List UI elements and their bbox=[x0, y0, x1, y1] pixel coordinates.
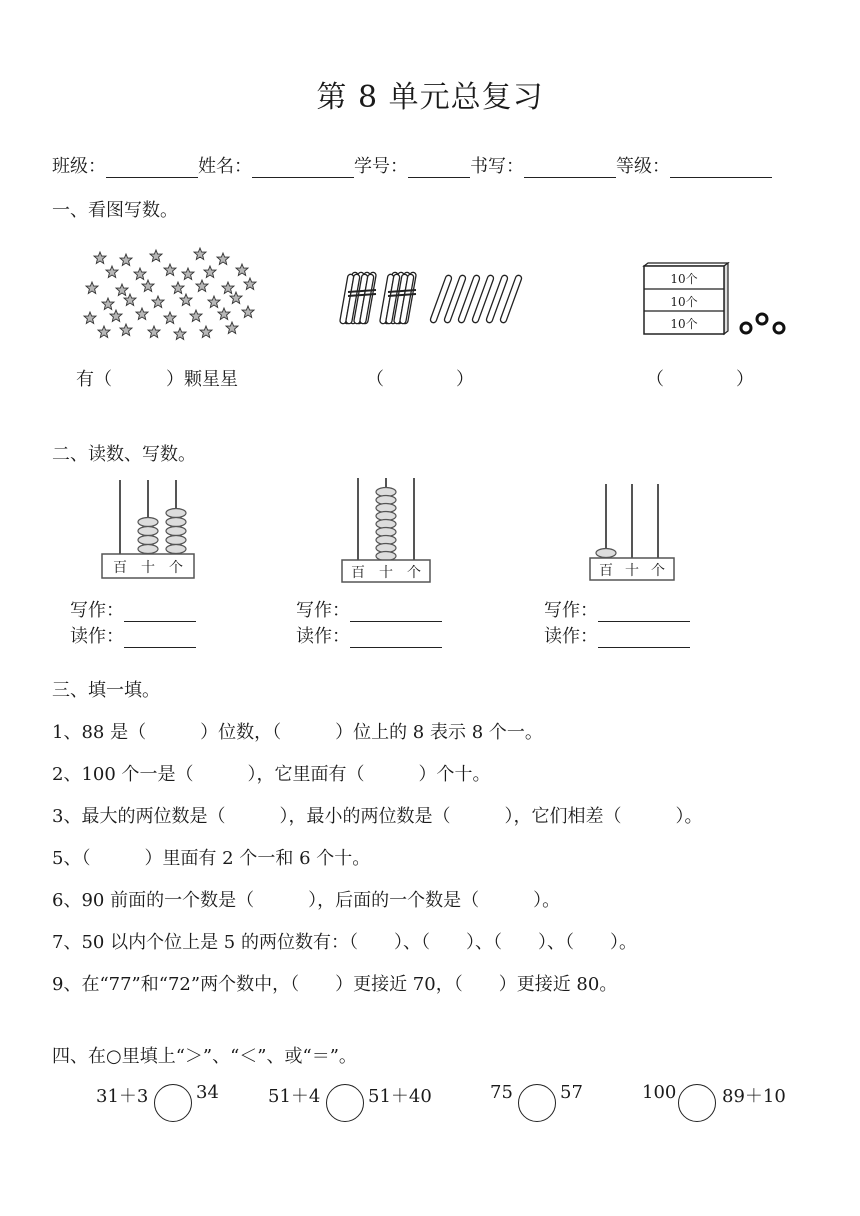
abacus-1-write-row bbox=[70, 596, 196, 622]
class-label: 班级： bbox=[52, 156, 106, 177]
writing-label: 书写： bbox=[470, 156, 524, 177]
write-label: 写作： bbox=[296, 600, 350, 621]
name-label: 姓名： bbox=[198, 156, 252, 177]
boxes-picture bbox=[642, 262, 730, 336]
fill-item-2: 2、100 个一是（ ），它里面有（ ）个十。 bbox=[52, 764, 491, 785]
abacus-1 bbox=[100, 478, 196, 582]
compare-2-right: 51＋40 bbox=[368, 1086, 432, 1107]
section3-heading: 三、填一填。 bbox=[52, 680, 160, 701]
abacus-1-read-row bbox=[70, 622, 196, 648]
grade-field[interactable] bbox=[670, 157, 772, 178]
fill-item-1: 1、88 是（ ）位数，（ ）位上的 8 表示 8 个一。 bbox=[52, 722, 543, 743]
read-label: 读作： bbox=[544, 626, 598, 647]
abacus-2-read-field[interactable] bbox=[350, 627, 442, 648]
box-label-2: 10个 bbox=[670, 295, 698, 309]
abacus-1-label-ones: 个 bbox=[169, 560, 183, 576]
id-field[interactable] bbox=[408, 157, 470, 178]
compare-1-right: 34 bbox=[196, 1082, 219, 1103]
abacus-3-read-row bbox=[544, 622, 690, 648]
loose-beads bbox=[734, 310, 792, 338]
compare-3-right: 57 bbox=[560, 1082, 583, 1103]
stars-answer: 有（ ）颗星星 bbox=[76, 369, 238, 390]
section1-heading: 一、看图写数。 bbox=[52, 200, 178, 221]
stick-bundle-2 bbox=[380, 272, 417, 324]
star-group bbox=[84, 248, 256, 340]
abacus-3-read-field[interactable] bbox=[598, 627, 690, 648]
compare-2-circle[interactable] bbox=[326, 1084, 364, 1122]
grade-label: 等级： bbox=[616, 156, 670, 177]
writing-field[interactable] bbox=[524, 157, 616, 178]
abacus-1-label-hundreds: 百 bbox=[113, 560, 127, 576]
compare-3-circle[interactable] bbox=[518, 1084, 556, 1122]
compare-4-right: 89＋10 bbox=[722, 1086, 786, 1107]
fill-item-7: 7、50 以内个位上是 5 的两位数有：（ ）、（ ）、（ ）、（ ）。 bbox=[52, 932, 637, 953]
class-field[interactable] bbox=[106, 157, 198, 178]
section4-heading: 四、在○里填上“＞”、“＜”、或“＝”。 bbox=[52, 1046, 357, 1067]
write-label: 写作： bbox=[544, 600, 598, 621]
abacus-2-label-ones: 个 bbox=[407, 565, 421, 581]
abacus-3 bbox=[588, 482, 676, 582]
fill-item-3: 3、最大的两位数是（ ），最小的两位数是（ ），它们相差（ ）。 bbox=[52, 806, 703, 827]
sticks-picture bbox=[334, 268, 524, 330]
compare-2-left: 51＋4 bbox=[268, 1086, 321, 1107]
stick-bundle-1 bbox=[340, 272, 377, 324]
id-label: 学号： bbox=[354, 156, 408, 177]
abacus-3-label-ones: 个 bbox=[651, 563, 665, 579]
read-label: 读作： bbox=[70, 626, 124, 647]
abacus-3-label-hundreds: 百 bbox=[599, 563, 613, 579]
fill-item-6: 6、90 前面的一个数是（ ），后面的一个数是（ ）。 bbox=[52, 890, 561, 911]
box-label-1: 10个 bbox=[670, 272, 698, 286]
compare-3-left: 75 bbox=[490, 1082, 513, 1103]
loose-sticks bbox=[430, 274, 523, 323]
stars-picture bbox=[78, 246, 264, 342]
boxes-answer: （ ） bbox=[646, 369, 754, 390]
abacus-2-label-hundreds: 百 bbox=[351, 565, 365, 581]
abacus-1-read-field[interactable] bbox=[124, 627, 196, 648]
abacus-3-write-row bbox=[544, 596, 690, 622]
abacus-2-label-tens: 十 bbox=[379, 565, 393, 581]
compare-1-circle[interactable] bbox=[154, 1084, 192, 1122]
sticks-answer: （ ） bbox=[366, 369, 474, 390]
abacus-1-label-tens: 十 bbox=[141, 560, 155, 576]
fill-item-9: 9、在“77”和“72”两个数中，（ ）更接近 70，（ ）更接近 80。 bbox=[52, 974, 618, 995]
abacus-2-write-row bbox=[296, 596, 442, 622]
fill-item-5: 5、（ ）里面有 2 个一和 6 个十。 bbox=[52, 848, 371, 869]
abacus-2-read-row bbox=[296, 622, 442, 648]
section2-heading: 二、读数、写数。 bbox=[52, 444, 196, 465]
abacus-2 bbox=[340, 476, 432, 584]
abacus-1-write-field[interactable] bbox=[124, 601, 196, 622]
read-label: 读作： bbox=[296, 626, 350, 647]
compare-1-left: 31＋3 bbox=[96, 1086, 149, 1107]
header-info-line bbox=[52, 152, 772, 178]
page-title: 第 8 单元总复习 bbox=[316, 80, 544, 115]
abacus-2-write-field[interactable] bbox=[350, 601, 442, 622]
write-label: 写作： bbox=[70, 600, 124, 621]
abacus-3-write-field[interactable] bbox=[598, 601, 690, 622]
compare-4-circle[interactable] bbox=[678, 1084, 716, 1122]
box-label-3: 10个 bbox=[670, 317, 698, 331]
compare-4-left: 100 bbox=[642, 1082, 677, 1103]
name-field[interactable] bbox=[252, 157, 354, 178]
abacus-3-label-tens: 十 bbox=[625, 563, 639, 579]
